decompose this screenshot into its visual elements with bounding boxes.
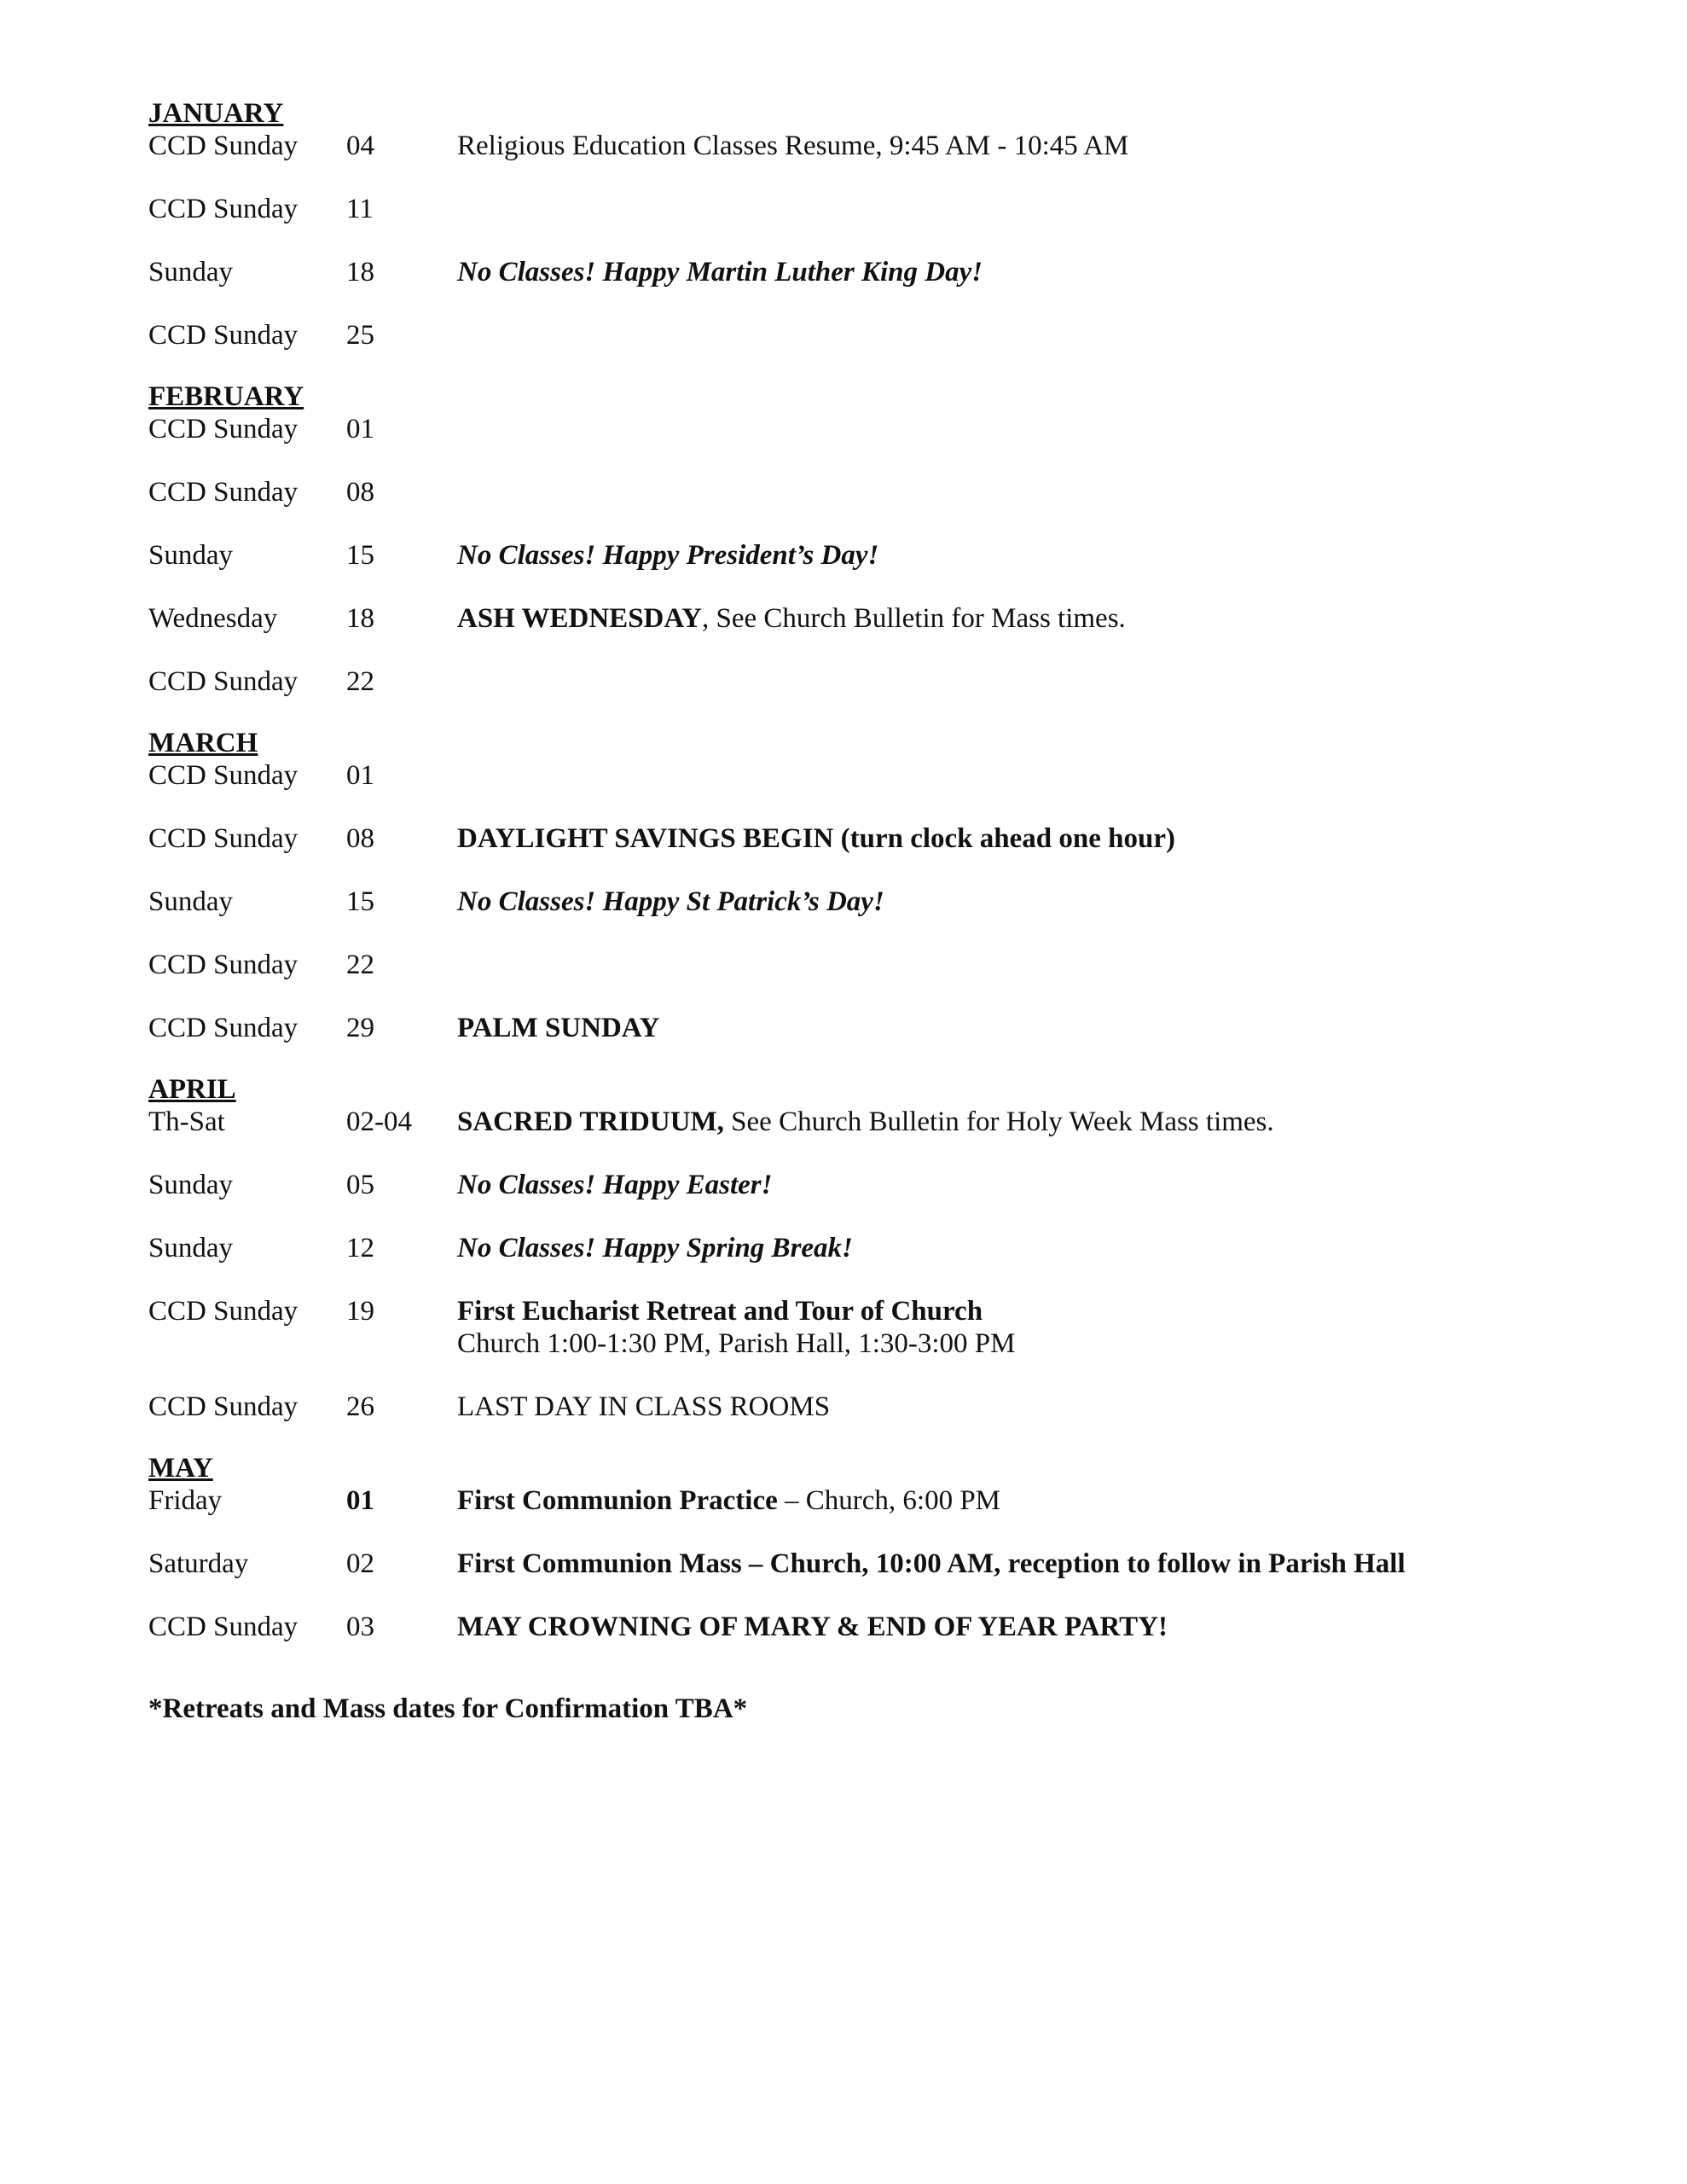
entry-note	[457, 886, 1598, 918]
schedule-entry	[148, 1106, 1598, 1138]
entry-note	[457, 413, 1598, 445]
entry-note	[457, 1548, 1598, 1580]
entry-note-detail: Church 1:00-1:30 PM, Parish Hall, 1:30-3:00 PM	[457, 1328, 1016, 1359]
schedule-entry	[148, 665, 1598, 698]
entry-note-text: , See Church Bulletin for Mass times.	[702, 603, 1126, 634]
entry-date: 08	[346, 477, 374, 508]
entry-day: Saturday	[148, 1548, 249, 1579]
schedule-entry	[148, 476, 1598, 508]
entry-date: 02	[346, 1548, 374, 1579]
entry-date: 18	[346, 603, 374, 634]
entry-date: 05	[346, 1170, 374, 1200]
entry-date: 18	[346, 257, 374, 288]
schedule-entry	[148, 319, 1598, 351]
entry-note-text: First Eucharist Retreat and Tour of Church	[457, 1296, 983, 1327]
entry-day: CCD Sunday	[148, 950, 299, 980]
entry-note	[457, 822, 1598, 855]
months-list	[148, 99, 1598, 1643]
entry-date: 04	[346, 131, 374, 161]
schedule-entry	[148, 193, 1598, 225]
entry-date: 12	[346, 1233, 374, 1263]
schedule-entry	[148, 256, 1598, 288]
entry-note-text: No Classes! Happy Spring Break!	[457, 1233, 853, 1263]
month-heading: APRIL	[148, 1074, 236, 1105]
entry-date: 08	[346, 823, 374, 854]
entry-day: Th-Sat	[148, 1107, 225, 1137]
entry-note	[457, 1611, 1598, 1643]
schedule-entry	[148, 413, 1598, 445]
entry-note	[457, 1295, 1598, 1360]
entry-day: CCD Sunday	[148, 320, 299, 351]
entry-date: 26	[346, 1391, 374, 1422]
entry-day: CCD Sunday	[148, 823, 299, 854]
entry-date: 03	[346, 1612, 374, 1642]
entry-date: 22	[346, 950, 374, 980]
entry-day: Sunday	[148, 257, 233, 288]
entry-day: CCD Sunday	[148, 1612, 299, 1642]
schedule-entry	[148, 130, 1598, 162]
month-heading: JANUARY	[148, 98, 284, 129]
entry-day: CCD Sunday	[148, 131, 299, 161]
footer-note: *Retreats and Mass dates for Confirmation TBA*	[148, 1693, 748, 1724]
entry-note	[457, 476, 1598, 508]
entry-note	[457, 1106, 1598, 1138]
schedule-entry	[148, 1611, 1598, 1643]
month-section-january	[148, 99, 1598, 351]
entry-note-text: – Church, 6:00 PM	[777, 1485, 1001, 1516]
entry-day: CCD Sunday	[148, 666, 299, 697]
entry-note-text: See Church Bulletin for Holy Week Mass times.	[723, 1107, 1274, 1137]
entry-date: 19	[346, 1296, 374, 1327]
month-heading: MARCH	[148, 728, 258, 758]
schedule-entry	[148, 759, 1598, 792]
schedule-entry	[148, 1169, 1598, 1201]
entry-date: 22	[346, 666, 374, 697]
schedule-entry	[148, 1012, 1598, 1044]
entry-note	[457, 1232, 1598, 1264]
entry-date: 11	[346, 194, 374, 224]
schedule-entry	[148, 539, 1598, 572]
entry-note-text: First Communion Mass – Church, 10:00 AM, reception to follow in Parish Hall	[457, 1548, 1406, 1579]
entry-day: CCD Sunday	[148, 1391, 299, 1422]
calendar-document	[148, 99, 1598, 1725]
entry-note-text: SACRED TRIDUUM,	[457, 1107, 724, 1137]
entry-date: 01	[346, 1485, 374, 1516]
entry-date: 02-04	[346, 1107, 412, 1137]
entry-note-text: No Classes! Happy President’s Day!	[457, 540, 879, 571]
entry-note-text: MAY CROWNING OF MARY & END OF YEAR PARTY!	[457, 1612, 1168, 1642]
entry-note	[457, 193, 1598, 225]
entry-day: Sunday	[148, 1233, 233, 1263]
entry-date: 25	[346, 320, 374, 351]
entry-day: Sunday	[148, 886, 233, 917]
entry-note	[457, 1484, 1598, 1517]
schedule-entry	[148, 1232, 1598, 1264]
month-heading: MAY	[148, 1453, 213, 1484]
entry-note-text: Religious Education Classes Resume, 9:45 AM - 10:45 AM	[457, 131, 1129, 161]
entry-note-text: No Classes! Happy Easter!	[457, 1170, 773, 1200]
entry-note-text: PALM SUNDAY	[457, 1013, 660, 1043]
entry-note-text: No Classes! Happy Martin Luther King Day!	[457, 257, 983, 288]
month-heading: FEBRUARY	[148, 381, 304, 412]
entry-date: 29	[346, 1013, 374, 1043]
month-section-march	[148, 729, 1598, 1044]
entry-note	[457, 949, 1598, 981]
entry-note	[457, 256, 1598, 288]
schedule-entry	[148, 1484, 1598, 1517]
entry-date: 01	[346, 414, 374, 444]
entry-date: 15	[346, 886, 374, 917]
entry-day: CCD Sunday	[148, 414, 299, 444]
entry-date: 01	[346, 760, 374, 791]
entry-date: 15	[346, 540, 374, 571]
entry-note	[457, 1391, 1598, 1423]
schedule-entry	[148, 949, 1598, 981]
entry-day: CCD Sunday	[148, 194, 299, 224]
schedule-entry	[148, 822, 1598, 855]
entry-note	[457, 602, 1598, 635]
month-section-february	[148, 382, 1598, 698]
entry-note-text: LAST DAY IN CLASS ROOMS	[457, 1391, 831, 1422]
entry-day: Sunday	[148, 1170, 233, 1200]
schedule-entry	[148, 1391, 1598, 1423]
entry-note	[457, 1012, 1598, 1044]
entry-note	[457, 539, 1598, 572]
entry-day: Sunday	[148, 540, 233, 571]
entry-day: CCD Sunday	[148, 1013, 299, 1043]
entry-note	[457, 1169, 1598, 1201]
entry-day: Friday	[148, 1485, 223, 1516]
schedule-entry	[148, 1295, 1598, 1360]
schedule-entry	[148, 886, 1598, 918]
entry-note-text: No Classes! Happy St Patrick’s Day!	[457, 886, 884, 917]
schedule-entry	[148, 602, 1598, 635]
entry-note-text: DAYLIGHT SAVINGS BEGIN (turn clock ahead one hour)	[457, 823, 1175, 854]
entry-note	[457, 130, 1598, 162]
entry-note	[457, 759, 1598, 792]
month-section-april	[148, 1075, 1598, 1423]
schedule-entry	[148, 1548, 1598, 1580]
entry-note-text: ASH WEDNESDAY	[457, 603, 703, 634]
entry-day: Wednesday	[148, 603, 278, 634]
entry-day: CCD Sunday	[148, 477, 299, 508]
entry-day: CCD Sunday	[148, 760, 299, 791]
entry-day: CCD Sunday	[148, 1296, 299, 1327]
entry-note-text: First Communion Practice	[457, 1485, 778, 1516]
entry-note	[457, 319, 1598, 351]
month-section-may	[148, 1454, 1598, 1643]
entry-note	[457, 665, 1598, 698]
